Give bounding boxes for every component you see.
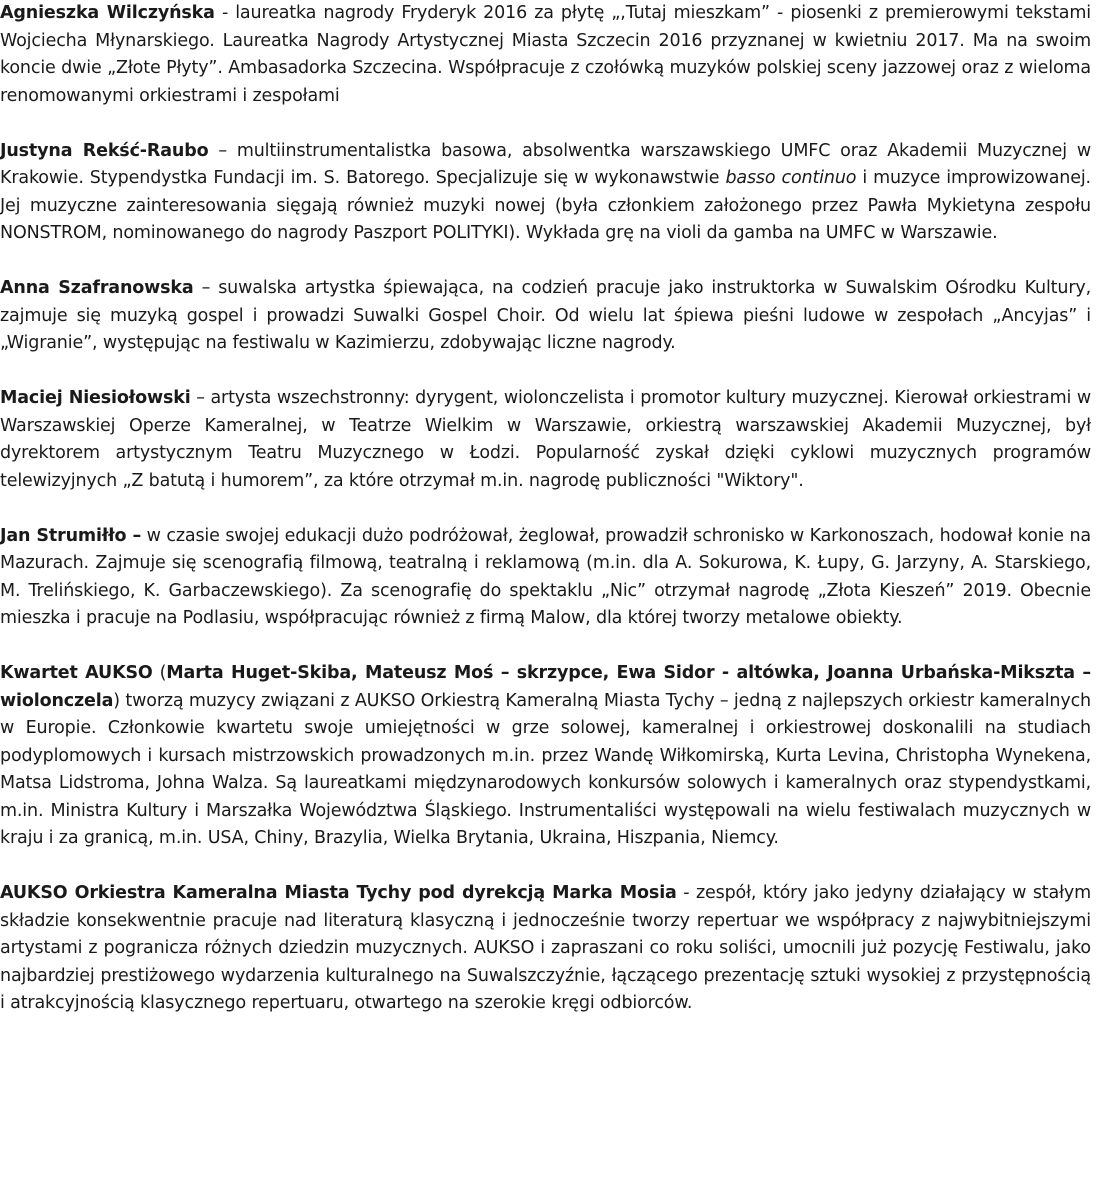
bio-jan-strumillo	[0, 523, 1091, 633]
bio-text: – suwalska artystka śpiewająca, na codzień pracuje jako instruktorka w Suwalskim Ośrodku Kultury, zajmuje się muzyką gospel i prowadzi Suwalki Gospel Choir. Od wielu lat śpiewa pieśni ludowe w zespołach „Ancyjas” i „Wigranie”, występując na festiwalu w Kazimierzu, zdobywając liczne nagrody.	[0, 278, 1091, 353]
bio-text: - zespół, który jako jedyny działający w stałym składzie konsekwentnie pracuje nad literaturą klasyczną i jednocześnie tworzy repertuar we współpracy z najwybitniejszymi artystami z pogranicza różnych dziedzin muzycznych. AUKSO i zapraszani co roku soliści, umocnili już pozycję Festiwalu, jako najbardziej prestiżowego wydarzenia kulturalnego na Suwalszczyźnie, łączącego prezentację sztuki wysokiej z przystępnością i atrakcyjnością klasycznego repertuaru, otwartego na szerokie kręgi odbiorców.	[0, 883, 1091, 1013]
bio-kwartet-aukso	[0, 660, 1091, 853]
bio-text: - laureatka nagrody Fryderyk 2016 za płytę „,Tutaj mieszkam” - piosenki z premierowymi tekstami Wojciecha Młynarskiego. Laureatka Nagrody Artystycznej Miasta Szczecin 2016 przyznanej w kwietniu 2017. Ma na swoim koncie dwie „Złote Płyty”. Ambasadorka Szczecina. Współpracuje z czołówką muzyków polskiej sceny jazzowej oraz z wieloma renomowanymi orkiestrami i zespołami	[0, 3, 1091, 106]
bio-text: – artysta wszechstronny: dyrygent, wiolonczelista i promotor kultury muzycznej. Kierował orkiestrami w Warszawskiej Operze Kameralnej, w Teatrze Wielkim w Warszawie, orkiestrą warszawskiej Akademii Muzycznej, był dyrektorem artystycznym Teatru Muzycznego w Łodzi. Popularność zyskał dzięki cyklowi muzycznych programów telewizyjnych „Z batutą i humorem”, za które otrzymał m.in. nagrodę publiczności "Wiktory".	[0, 388, 1091, 491]
bio-paren: (	[152, 663, 167, 683]
bio-name: AUKSO Orkiestra Kameralna Miasta Tychy pod dyrekcją Marka Mosia	[0, 883, 677, 903]
bio-text: – multiinstrumentalistka basowa, absolwentka warszawskiego UMFC oraz Akademii Muzycznej w Krakowie. Stypendystka Fundacji im. S. Batorego. Specjalizuje się w wykonawstwie	[0, 140, 1092, 188]
bio-anna-szafranowska	[0, 275, 1091, 358]
bio-maciej-niesiolowski	[0, 385, 1091, 495]
bio-members: Marta Huget-Skiba, Mateusz Moś – skrzypce, Ewa Sidor - altówka, Joanna Urbańska-Mikszta – wiolonczela	[0, 663, 1092, 711]
bio-name: Maciej Niesiołowski	[0, 388, 191, 408]
bio-text-italic: basso continuo	[725, 168, 857, 188]
bio-name: Agnieszka Wilczyńska	[0, 3, 215, 23]
bio-name: Anna Szafranowska	[0, 278, 194, 298]
bio-text: w czasie swojej edukacji dużo podróżował, żeglował, prowadził schronisko w Karkonoszach, hodował konie na Mazurach. Zajmuje się scenografią filmową, teatralną i reklamową (m.in. dla A. Sokurowa, K. Łupy, G. Jarzyny, A. Starskiego, M. Trelińskiego, K. Garbaczewskiego). Za scenografię do spektaklu „Nic” otrzymał nagrodę „Złota Kieszeń” 2019. Obecnie mieszka i pracuje na Podlasiu, współpracując również z firmą Malow, dla której tworzy metalowe obiekty.	[0, 525, 1091, 628]
bio-justyna-reksc-raubo	[0, 138, 1091, 248]
bio-name: Jan Strumiłło –	[0, 525, 142, 546]
bio-agnieszka-wilczynska	[0, 0, 1091, 110]
bio-name: Kwartet AUKSO	[0, 663, 153, 683]
bio-text: i muzyce improwizowanej. Jej muzyczne zainteresowania sięgają również muzyki nowej (była członkiem założonego przez Pawła Mykietyna zespołu NONSTROM, nominowanego do nagrody Paszport POLITYKI). Wykłada grę na violi da gamba na UMFC w Warszawie.	[0, 168, 1091, 243]
bio-text: ) tworzą muzycy związani z AUKSO Orkiestrą Kameralną Miasta Tychy – jedną z najlepszych orkiestr kameralnych w Europie. Członkowie kwartetu swoje umiejętności w grze solowej, kameralnej i orkiestrowej doskonalili na studiach podyplomowych i kursach mistrzowskich prowadzonych m.in. przez Wandę Wiłkomirską, Kurta Levina, Christopha Wynekena, Matsa Lidstroma, Johna Walza. Są laureatkami międzynarodowych konkursów solowych i kameralnych oraz stypendystkami, m.in. Ministra Kultury i Marszałka Województwa Śląskiego. Instrumentaliści występowali na wielu festiwalach muzycznych w kraju i za granicą, m.in. USA, Chiny, Brazylia, Wielka Brytania, Ukraina, Hiszpania, Niemcy.	[0, 690, 1091, 848]
bio-name: Justyna Rekść-Raubo	[0, 140, 209, 161]
bio-aukso-orkiestra	[0, 880, 1091, 1018]
